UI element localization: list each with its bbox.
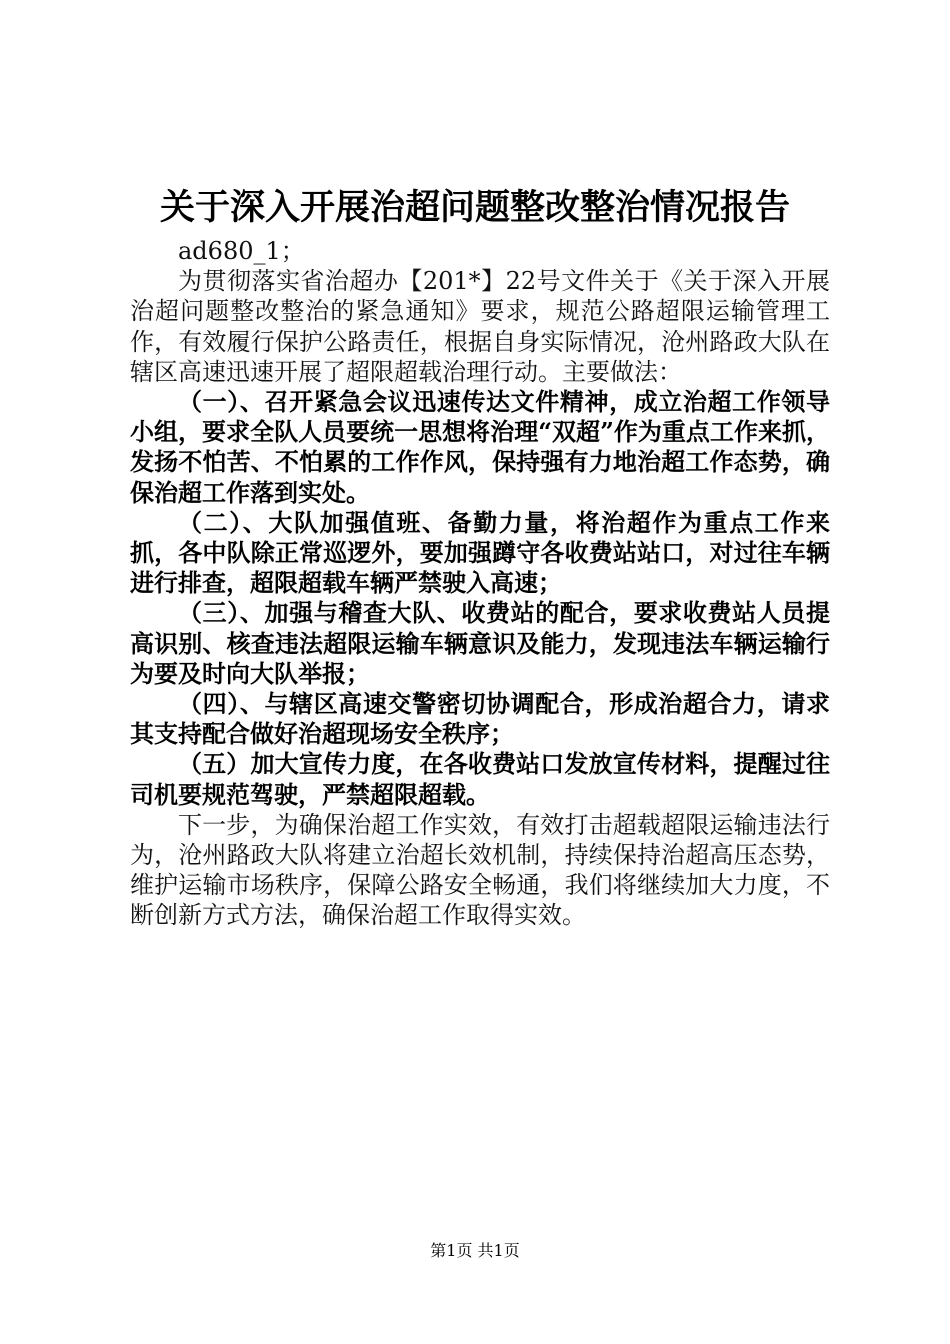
intro-paragraph: 为贯彻落实省治超办【201*】22号文件关于《关于深入开展治超问题整改整治的紧急通知》要求，规范公路超限运输管理工作，有效履行保护公路责任，根据自身实际情况，沧州路政大队在辖区高速迅速开展了超限超载治理行动。主要做法： — [130, 267, 830, 386]
list-item: （三）、加强与稽查大队、收费站的配合，要求收费站人员提高识别、核查违法超限运输车辆意识及能力，发现违法车辆运输行为要及时向大队举报； — [130, 598, 830, 688]
list-item: （四）、与辖区高速交警密切协调配合，形成治超合力，请求其支持配合做好治超现场安全秩序； — [130, 689, 830, 749]
list-item: （五）加大宣传力度，在各收费站口发放宣传材料，提醒过往司机要规范驾驶，严禁超限超载。 — [130, 749, 830, 809]
list-item: （一）、召开紧急会议迅速传达文件精神，成立治超工作领导小组，要求全队人员要统一思想将治理“双超”作为重点工作来抓，发扬不怕苦、不怕累的工作作风，保持强有力地治超工作态势，确保治超工作落到实处。 — [130, 387, 830, 507]
document-code: ad680_1； — [178, 237, 305, 265]
document-title: 关于深入开展治超问题整改整治情况报告 — [159, 187, 790, 228]
document-body — [130, 236, 830, 931]
page-number: 第1页 共1页 — [430, 1241, 520, 1260]
conclusion-paragraph: 下一步，为确保治超工作实效，有效打击超载超限运输违法行为，沧州路政大队将建立治超长效机制，持续保持治超高压态势，维护运输市场秩序，保障公路安全畅通，我们将继续加大力度，不断创新方式方法，确保治超工作取得实效。 — [130, 810, 830, 930]
list-item: （二）、大队加强值班、备勤力量，将治超作为重点工作来抓，各中队除正常巡逻外，要加强蹲守各收费站站口，对过往车辆进行排查，超限超载车辆严禁驶入高速； — [130, 507, 830, 598]
